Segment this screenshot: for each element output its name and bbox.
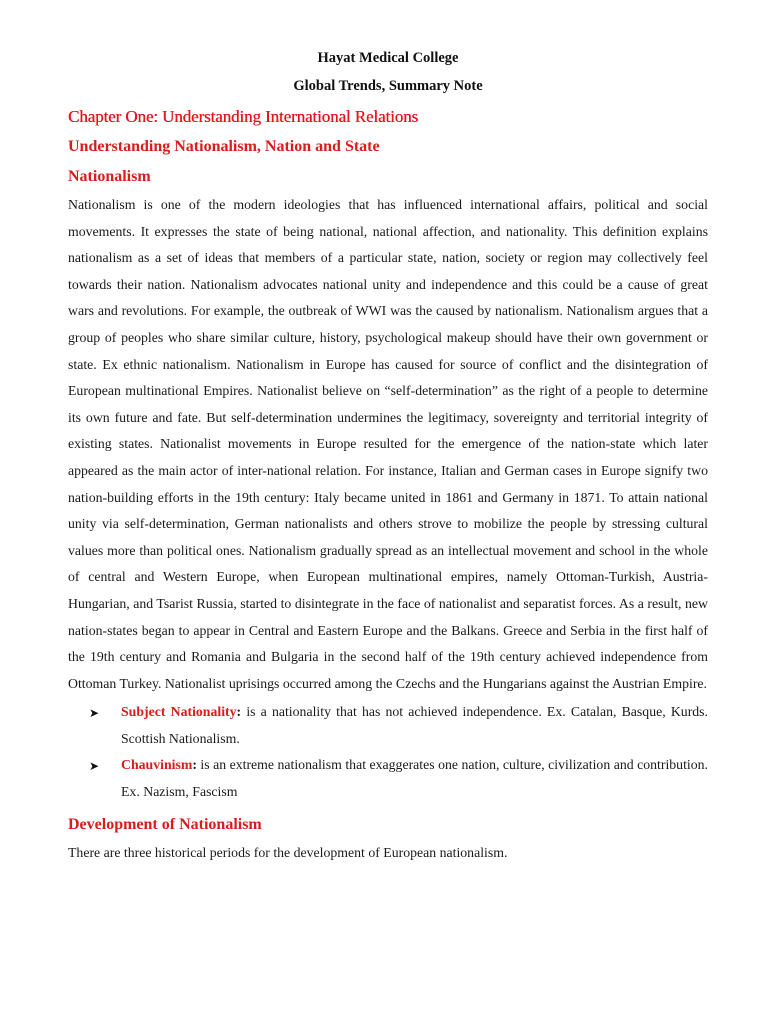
document-subtitle: Global Trends, Summary Note [293, 78, 483, 94]
term-chauvinism: Chauvinism [121, 757, 193, 773]
definition-subject-nationality: is a nationality that has not achieved independence. Ex. Catalan, Basque, Kurds. Scottish Nationalism. [121, 704, 709, 746]
college-name: Hayat Medical College [317, 50, 459, 66]
definitions-list [68, 699, 708, 805]
term-subject-nationality: Subject Nationality [121, 704, 237, 720]
term-colon: : [192, 757, 197, 773]
arrow-bullet-icon: ➤ [89, 759, 100, 774]
arrow-bullet-icon: ➤ [89, 706, 100, 721]
list-item-subject-nationality [68, 699, 708, 752]
nationalism-paragraph: Nationalism is one of the modern ideologies that has influenced international affairs, political and social movements. It expresses the state of being national, national affection, and nationality. This definition explains nationalism as a set of ideas that members of a particular state, nation, society or region may collectively feel towards their nation. Nationalism advocates national unity and independence and this could be a cause of great wars and revolutions. For example, the outbreak of WWI was the caused by nationalism. Nationalism argues that a group of peoples who share similar culture, history, psychological makeup should have their own government or state. Ex ethnic nationalism. Nationalism in Europe has caused for source of conflict and the disintegration of European multinational Empires. Nationalist believe on “self-determination” as the right of a people to determine its own future and fate. But self-determination undermines the legitimacy, sovereignty and territorial integrity of existing states. Nationalist movements in Europe resulted for the emergence of the nation-state which later appeared as the main actor of inter-national relation. For instance, Italian and German cases in Europe signify two nation-building efforts in the 19th century: Italy became united in 1861 and Germany in 1871. To attain national unity via self-determination, German nationalists and others strove to mobilize the people by stressing cultural values more than political ones. Nationalism gradually spread as an intellectual movement and school in the whole of central and Western Europe, when European multinational empires, namely Ottoman-Turkish, Austria-Hungarian, and Tsarist Russia, started to disintegrate in the face of nationalist and separatist forces. As a result, new nation-states began to appear in Central and Eastern Europe and the Balkans. Greece and Serbia in the first half of the 19th century and Romania and Bulgaria in the second half of the 19th century achieved independence from Ottoman Turkey. Nationalist uprisings occurred among the Czechs and the Hungarians against the Austrian Empire. [68, 197, 708, 691]
list-item-chauvinism [68, 752, 708, 805]
subsection-title-nationalism: Nationalism [68, 168, 151, 185]
development-title: Development of Nationalism [68, 815, 262, 833]
term-colon: : [236, 704, 242, 720]
definition-chauvinism: is an extreme nationalism that exaggerates one nation, culture, civilization and contribution. Ex. Nazism, Fascism [121, 757, 708, 800]
section-title: Understanding Nationalism, Nation and State [68, 138, 380, 155]
chapter-title: Chapter One: Understanding International Relations [68, 107, 419, 126]
closing-text: There are three historical periods for the development of European nationalism. [68, 844, 508, 860]
